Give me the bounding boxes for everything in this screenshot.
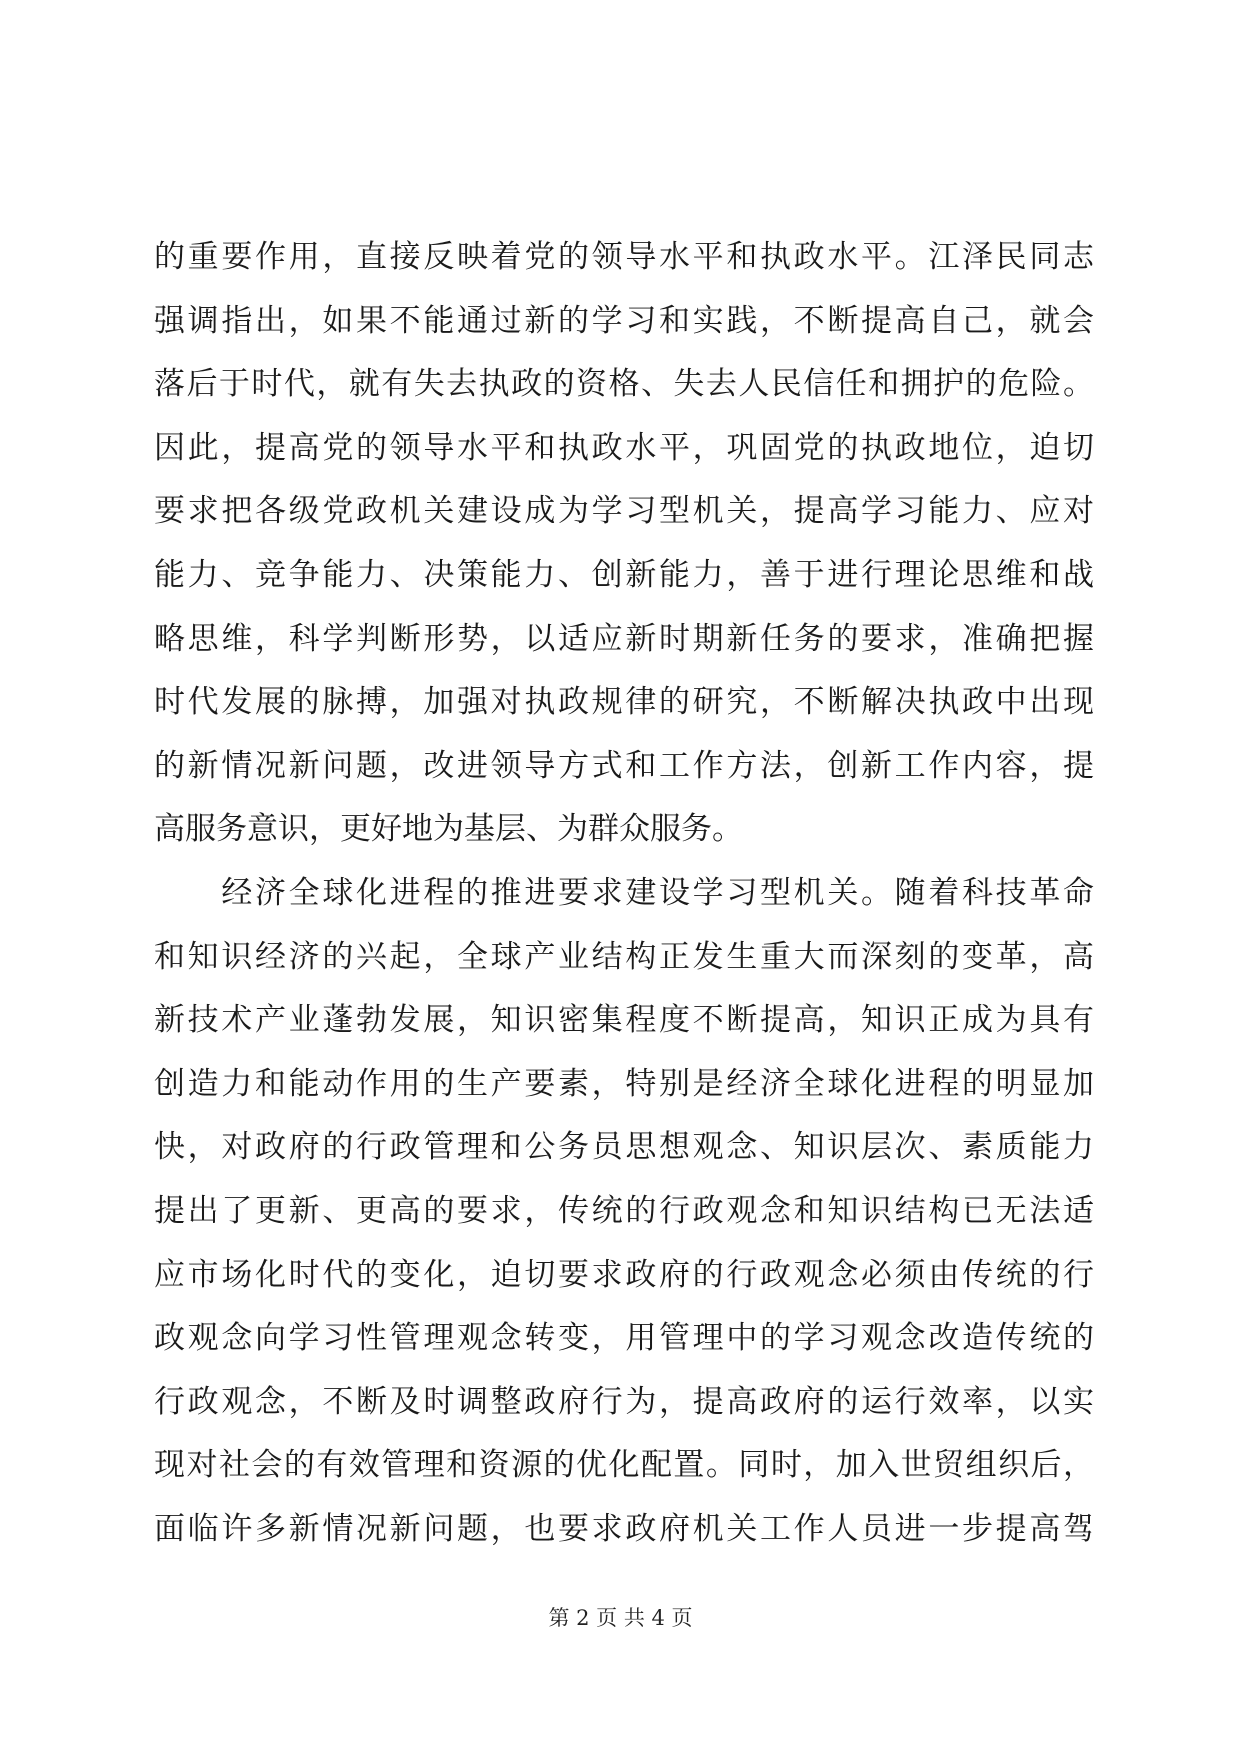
text-line: 提出了更新、更高的要求，传统的行政观念和知识结构已无法适 (154, 1192, 1094, 1229)
text-line: 行政观念，不断及时调整政府行为，提高政府的运行效率，以实 (154, 1383, 1094, 1420)
text-line: 经济全球化进程的推进要求建设学习型机关。随着科技革命 (154, 874, 1094, 911)
text-line: 能力、竞争能力、决策能力、创新能力，善于进行理论思维和战 (154, 556, 1094, 593)
text-line: 创造力和能动作用的生产要素，特别是经济全球化进程的明显加 (154, 1065, 1094, 1102)
body-text (154, 226, 1094, 1561)
text-line: 的新情况新问题，改进领导方式和工作方法，创新工作内容，提 (154, 747, 1094, 784)
text-line: 强调指出，如果不能通过新的学习和实践，不断提高自己，就会 (154, 302, 1094, 339)
text-line: 政观念向学习性管理观念转变，用管理中的学习观念改造传统的 (154, 1320, 1094, 1357)
text-line: 落后于时代，就有失去执政的资格、失去人民信任和拥护的危险。 (154, 366, 1094, 403)
text-line: 面临许多新情况新问题，也要求政府机关工作人员进一步提高驾 (154, 1510, 1094, 1547)
text-line: 略思维，科学判断形势，以适应新时期新任务的要求，准确把握 (154, 620, 1094, 657)
text-line: 快，对政府的行政管理和公务员思想观念、知识层次、素质能力 (154, 1129, 1094, 1166)
text-line: 和知识经济的兴起，全球产业结构正发生重大而深刻的变革，高 (154, 938, 1094, 975)
page-footer: 第 2 页 共 4 页 (548, 1606, 693, 1630)
text-line: 新技术产业蓬勃发展，知识密集程度不断提高，知识正成为具有 (154, 1002, 1094, 1039)
text-line: 高服务意识，更好地为基层、为群众服务。 (154, 811, 743, 848)
text-line: 因此，提高党的领导水平和执政水平，巩固党的执政地位，迫切 (154, 429, 1094, 466)
text-line: 现对社会的有效管理和资源的优化配置。同时，加入世贸组织后， (154, 1447, 1094, 1484)
text-line: 的重要作用，直接反映着党的领导水平和执政水平。江泽民同志 (154, 239, 1094, 275)
text-line: 应市场化时代的变化，迫切要求政府的行政观念必须由传统的行 (154, 1256, 1094, 1293)
text-line: 时代发展的脉搏，加强对执政规律的研究，不断解决执政中出现 (154, 684, 1094, 721)
text-line: 要求把各级党政机关建设成为学习型机关，提高学习能力、应对 (154, 493, 1094, 530)
